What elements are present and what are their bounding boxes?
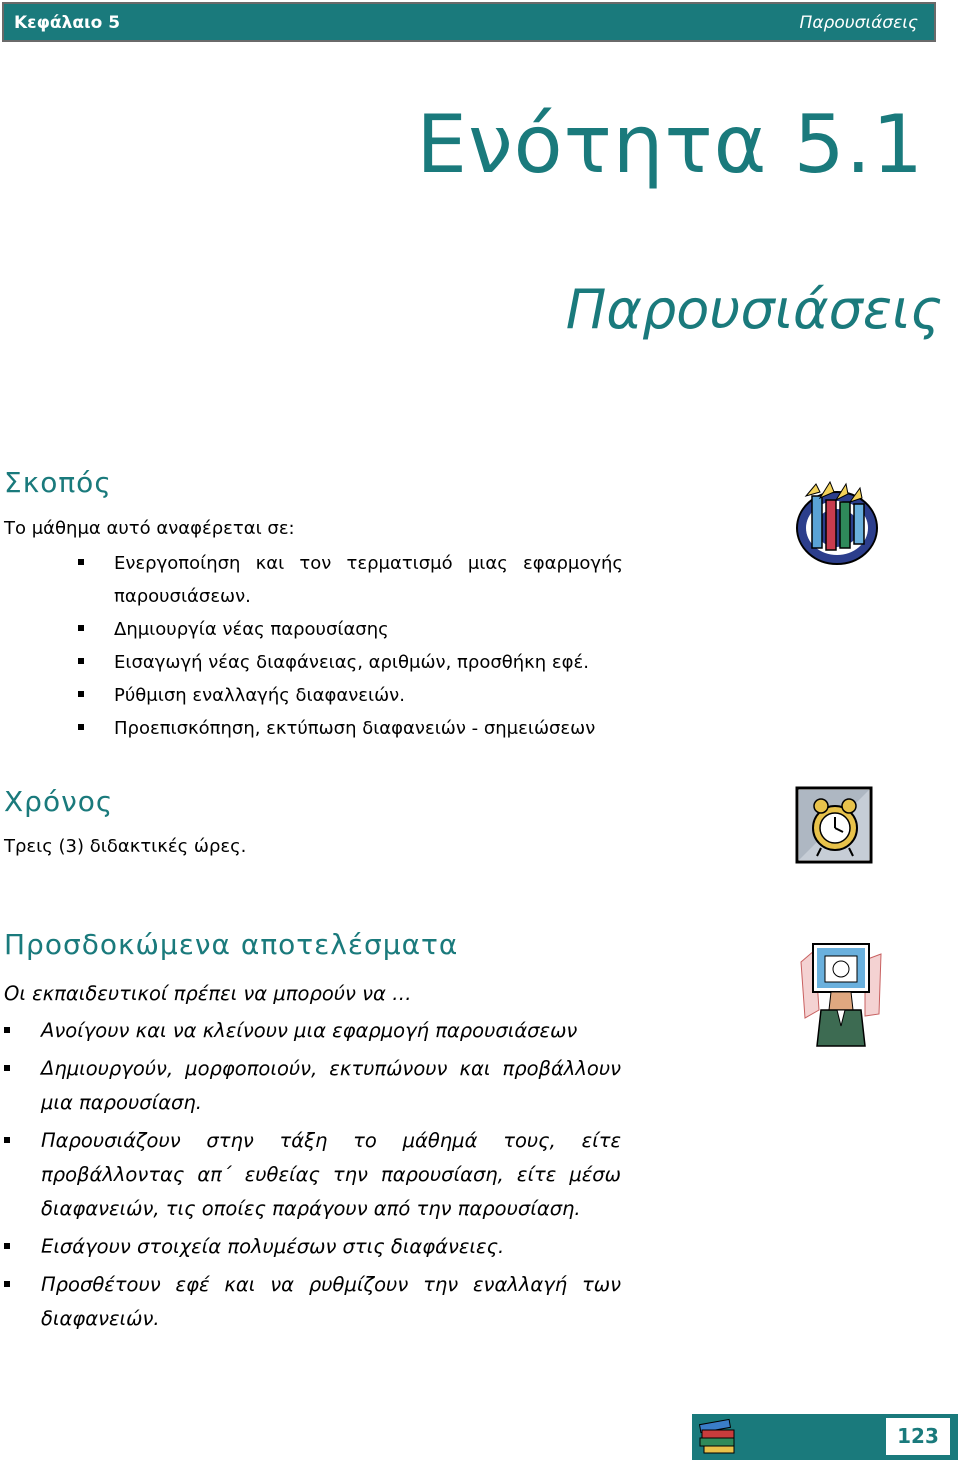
unit-title: Ενότητα 5.1: [416, 98, 924, 191]
outcomes-list: [4, 1014, 621, 1340]
bullet-icon: [4, 1137, 10, 1143]
time-heading: Χρόνος: [4, 785, 114, 818]
list-item: Δημιουργούν, μορφοποιούν, εκτυπώνουν και προβάλλουν μια παρουσίαση.: [4, 1052, 621, 1120]
purpose-intro: Το μάθημα αυτό αναφέρεται σε:: [4, 518, 295, 539]
page-header: [2, 2, 936, 42]
outcomes-heading: Προσδοκώμενα αποτελέσματα: [4, 928, 459, 961]
page-footer: [692, 1414, 958, 1460]
bullet-icon: [78, 625, 84, 631]
list-item: Ανοίγουν και να κλείνουν μια εφαρμογή παρουσιάσεων: [4, 1014, 621, 1048]
list-item: Δημιουργία νέας παρουσίασης: [78, 613, 623, 646]
bullet-icon: [4, 1243, 10, 1249]
bullet-icon: [4, 1281, 10, 1287]
target-darts-icon: [790, 478, 882, 568]
bullet-icon: [78, 724, 84, 730]
list-item: Προσθέτουν εφέ και να ρυθμίζουν την εναλλαγή των διαφανειών.: [4, 1268, 621, 1336]
bullet-icon: [78, 658, 84, 664]
purpose-heading: Σκοπός: [4, 466, 112, 499]
list-item: Εισαγωγή νέας διαφάνειας, αριθμών, προσθήκη εφέ.: [78, 646, 623, 679]
bullet-icon: [4, 1027, 10, 1033]
list-item: Παρουσιάζουν στην τάξη το μάθημά τους, είτε προβάλλοντας απ΄ ευθείας την παρουσίαση, είτε μέσω διαφανειών, τις οποίες παράγουν από την παρουσίαση.: [4, 1124, 621, 1226]
chapter-label: Κεφάλαιο 5: [14, 13, 121, 33]
list-item: Προεπισκόπηση, εκτύπωση διαφανειών - σημειώσεων: [78, 712, 623, 745]
time-text: Τρεις (3) διδακτικές ώρες.: [4, 836, 247, 857]
list-item: Ενεργοποίηση και τον τερματισμό μιας εφαρμογής παρουσιάσεων.: [78, 547, 623, 613]
bullet-icon: [4, 1065, 10, 1071]
purpose-list: [78, 547, 623, 745]
bullet-icon: [78, 691, 84, 697]
header-topic: Παρουσιάσεις: [799, 13, 918, 33]
presenter-chart-icon: [795, 940, 887, 1050]
list-item: Ρύθμιση εναλλαγής διαφανειών.: [78, 679, 623, 712]
list-item: Εισάγουν στοιχεία πολυμέσων στις διαφάνειες.: [4, 1230, 621, 1264]
unit-subtitle: Παρουσιάσεις: [565, 278, 942, 341]
books-icon: [696, 1418, 740, 1456]
page-number: 123: [886, 1418, 950, 1455]
outcomes-intro: Οι εκπαιδευτικοί πρέπει να μπορούν να …: [4, 982, 412, 1005]
alarm-clock-icon: [795, 786, 875, 866]
bullet-icon: [78, 559, 84, 565]
